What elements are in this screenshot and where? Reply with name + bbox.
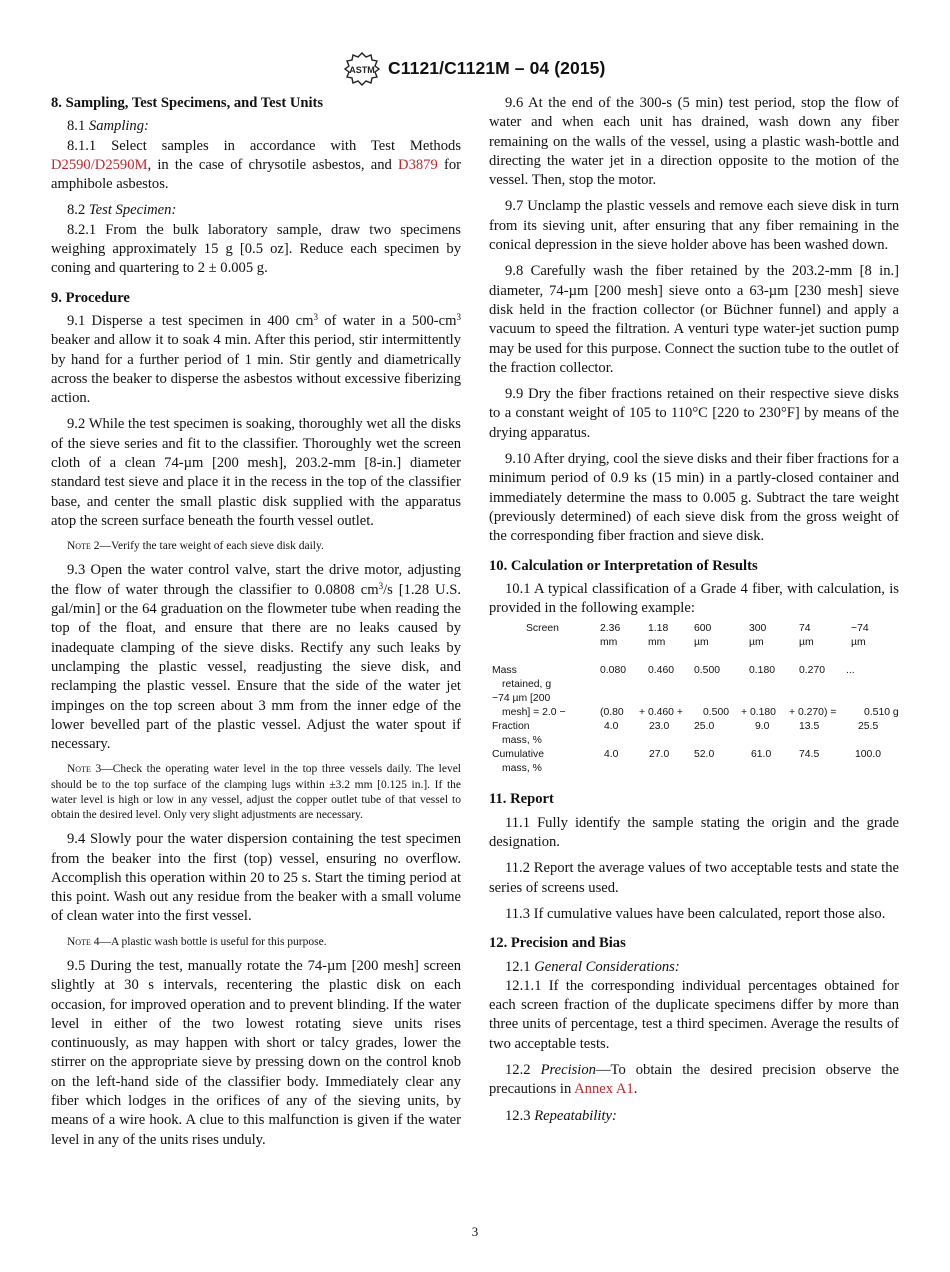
left-column — [51, 94, 461, 1150]
table-cell: + 0.270) = — [789, 707, 837, 719]
row-label-mass: retained, g — [502, 679, 552, 691]
row-label-fraction: Fraction — [492, 721, 530, 733]
link-d2590[interactable]: D2590/D2590M — [51, 156, 148, 173]
para-9-8: 9.8 Carefully wash the fiber retained by the 203.2-mm [8 in.] diameter, 74-µm [200 mesh] sieve onto a 63-µm [230 mesh] sieve disk held in the fraction collector (or Büchner funnel) and apply a vacuum to speed the filtration. A venturi type water-jet suction pump may be used for this purpose. Connect the suction tube to the outlet of the fraction collector. — [489, 263, 899, 376]
table-header: 300 — [749, 623, 767, 635]
row-label-fraction: mass, % — [502, 735, 542, 747]
table-cell: 4.0 — [604, 721, 619, 733]
table-cell: 23.0 — [649, 721, 670, 733]
para-9-5: 9.5 During the test, manually rotate the 74-µm [200 mesh] screen slightly at 30 s intervals, recentering the plastic disk on each occasion, for improved operation and to prevent blinding. If the water level in either of the two lowest rotating sieve units rises continuously, as may happen with short or talcy grades, lower the stirrer on the appropriate sieve by pressing down on the control knob on the left-hand side of the classifier body. Immediately clear any fiber which lodges in the orifices of any of the sieving units, by means of a wire hook. A clue to this malfunction is given if the water level in any of the units rises unduly. — [51, 957, 461, 1148]
para-11-3: 11.3 If cumulative values have been calculated, report those also. — [505, 905, 886, 922]
para-9-1: 9.1 Disperse a test specimen in 400 $cm^3$ of water in a $500-cm^3$ beaker and allow it to soak 4 min. After this period, stir intermittently by hand for a further period of 1 min. Stir gently and diametrically across the beaker to disperse the asbestos without excessive fiberizing action. — [51, 311, 461, 407]
section-10-heading: 10. Calculation or Interpretation of Results — [489, 557, 758, 574]
row-label-formula: −74 µm [200 — [492, 693, 551, 705]
row-label-cumulative: mass, % — [502, 763, 542, 775]
table-cell: 25.0 — [694, 721, 715, 733]
section-8-heading: 8. Sampling, Test Specimens, and Test Units — [51, 95, 324, 111]
note-2: Note 2—Verify the tare weight of each sieve disk daily. — [67, 540, 324, 553]
table-cell: 25.5 — [858, 721, 879, 733]
table-cell: 100.0 — [855, 749, 882, 761]
table-cell: 61.0 — [751, 749, 772, 761]
para-12-3: 12.3 Repeatability: — [505, 1107, 617, 1124]
table-header: 74 — [799, 623, 811, 635]
row-label-cumulative: Cumulative — [492, 749, 544, 761]
para-11-2: 11.2 Report the average values of two acceptable tests and state the series of screens used. — [489, 860, 899, 896]
table-cell: + 0.460 + — [639, 707, 683, 719]
para-12-2: 12.2 Precision—To obtain the desired precision observe the precautions in Annex A1. — [489, 1061, 899, 1098]
table-cell: 52.0 — [694, 749, 715, 761]
page-number: 3 — [471, 1224, 479, 1239]
table-header: −74 — [851, 623, 869, 635]
table-header: µm — [749, 637, 764, 649]
table-cell: 0.080 — [600, 665, 627, 677]
para-10-1: 10.1 A typical classification of a Grade 4 fiber, with calculation, is provided in the following example: — [489, 580, 899, 617]
table-header: 1.18 — [648, 623, 669, 635]
para-8-1-1: 8.1.1 Select samples in accordance with Test Methods D2590/D2590M, in the case of chrysotile asbestos, and D3879 for amphibole asbestos. — [51, 137, 461, 193]
note-4: Note 4—A plastic wash bottle is useful for this purpose. — [67, 935, 327, 948]
table-cell: 27.0 — [649, 749, 670, 761]
right-column — [489, 94, 899, 1126]
table-cell: (0.80 — [600, 707, 624, 719]
para-9-4: 9.4 Slowly pour the water dispersion containing the test specimen from the beaker into the first (top) vessel, ensuring no overflow. Accomplish this operation within 20 to 25 s. Start the timing period at this point. Wash out any residue from the beaker with a small volume of clean water into the first vessel. — [51, 831, 461, 925]
para-12-1: 12.1 General Considerations: — [505, 958, 680, 975]
para-9-6: 9.6 At the end of the 300-s (5 min) test period, stop the flow of water and when each unit has drained, wash down any fiber remaining on the walls of the vessel, using a plastic wash-bottle and directing the water jet in a direction opposite to the motion of the vessel. Then, stop the motor. — [489, 95, 899, 189]
table-header-screen: Screen — [526, 623, 559, 635]
para-8-1: 8.1 Sampling: — [67, 118, 149, 135]
note-3: Note 3—Check the operating water level in the top three vessels daily. The level should be to the top surface of the clamping lugs within ±3.2 mm [0.125 in.]. If the water level is high or low in any vessel, adjust the copper outlet tube of that vessel to obtain the desired level. Only very slight adjustments are necessary. — [51, 763, 461, 822]
table-cell: 9.0 — [755, 721, 770, 733]
table-header: mm — [600, 637, 618, 649]
table-header: µm — [799, 637, 814, 649]
para-12-1-1: 12.1.1 If the corresponding individual percentages obtained for each screen fraction of the duplicate specimens differ by more than three units of percentage, test a third specimen. Average the results of two acceptable tests. — [489, 977, 899, 1052]
table-header: 600 — [694, 623, 712, 635]
logo-lettering: ASTM — [349, 65, 375, 75]
para-9-2: 9.2 While the test specimen is soaking, thoroughly wet all the disks of the sieve series and fit to the classifier. Thoroughly wet the screen cloth of a clean 74-µm [200 mesh], 203.2-mm [8-in.] diameter standard test sieve and place it in the recess in the top of the classifier base, and center the small plastic disk supplied with the apparatus atop the screen surface beneath the fourth vessel outlet. — [51, 416, 461, 529]
table-cell: 74.5 — [799, 749, 820, 761]
table-cell: ... — [846, 665, 855, 677]
table-cell: + 0.180 — [741, 707, 776, 719]
document-designation: C1121/C1121M – 04 (2015) — [388, 58, 606, 78]
table-cell: 0.500 — [694, 665, 721, 677]
row-label-formula: mesh] = 2.0 − — [502, 707, 566, 719]
section-12-heading: 12. Precision and Bias — [489, 935, 626, 952]
para-9-9: 9.9 Dry the fiber fractions retained on their respective sieve disks to a constant weight of 105 to 110°C [220 to 230°F] by means of the drying apparatus. — [489, 386, 899, 441]
table-cell: 0.180 — [749, 665, 776, 677]
classification-table — [489, 622, 899, 780]
para-8-2-1: 8.2.1 From the bulk laboratory sample, draw two specimens weighing approximately 15 g [0.5 oz]. Reduce each specimen by coning and quartering to 2 ± 0.005 g. — [51, 221, 461, 277]
page-header — [0, 52, 950, 86]
table-header: 2.36 — [600, 623, 621, 635]
table-header: mm — [648, 637, 666, 649]
table-header: µm — [851, 637, 866, 649]
para-9-7: 9.7 Unclamp the plastic vessels and remove each sieve disk in turn from its sieving unit, after ensuring that any fiber remaining in the conical depression in the sieve holder above has been washed down. — [489, 198, 899, 254]
para-11-1: 11.1 Fully identify the sample stating the origin and the grade designation. — [489, 814, 899, 851]
table-cell: 4.0 — [604, 749, 619, 761]
table-cell: 0.510 g — [864, 707, 899, 719]
row-label-mass: Mass — [492, 665, 517, 677]
link-d3879[interactable]: D3879 — [398, 156, 438, 173]
link-annex-a1[interactable]: Annex A1 — [574, 1081, 634, 1098]
table-header: µm — [694, 637, 709, 649]
para-9-10: 9.10 After drying, cool the sieve disks and their fiber fractions for a minimum period of 0.9 ks (15 min) in a partly-closed container and immediately determine the mass to 0.005 g. Subtract the tare weight (previously determined) of each sieve disk from the gross weight of the corresponding fiber fraction and sieve disk. — [489, 451, 899, 545]
para-9-3: 9.3 Open the water control valve, start the drive motor, adjusting the flow of water through the classifier to 0.0808 $cm^3/s$ [1.28 U.S. gal/min] or the 64 graduation on the flowmeter tube when reading the top of the float, and ensure that there are no leaks caused by inadequate clamping of the sieve disks. Rectify any such leaks by unclamping the plastic vessel, readjusting the sieve disk, and reclamping the plastic vessel. Ensure that the side of the water jet impinges on the top screen about 3 mm from the inner edge of the lower bevelled part of the plastic vessel. Adjust the water spout if necessary. — [51, 562, 461, 753]
section-11-heading: 11. Report — [489, 791, 554, 808]
table-cell: 0.460 — [648, 665, 675, 677]
astm-logo-icon — [343, 52, 381, 86]
table-cell: 0.500 — [703, 707, 730, 719]
table-cell: 13.5 — [799, 721, 820, 733]
section-9-heading: 9. Procedure — [51, 289, 130, 306]
para-8-2: 8.2 Test Specimen: — [67, 202, 177, 219]
table-cell: 0.270 — [799, 665, 826, 677]
